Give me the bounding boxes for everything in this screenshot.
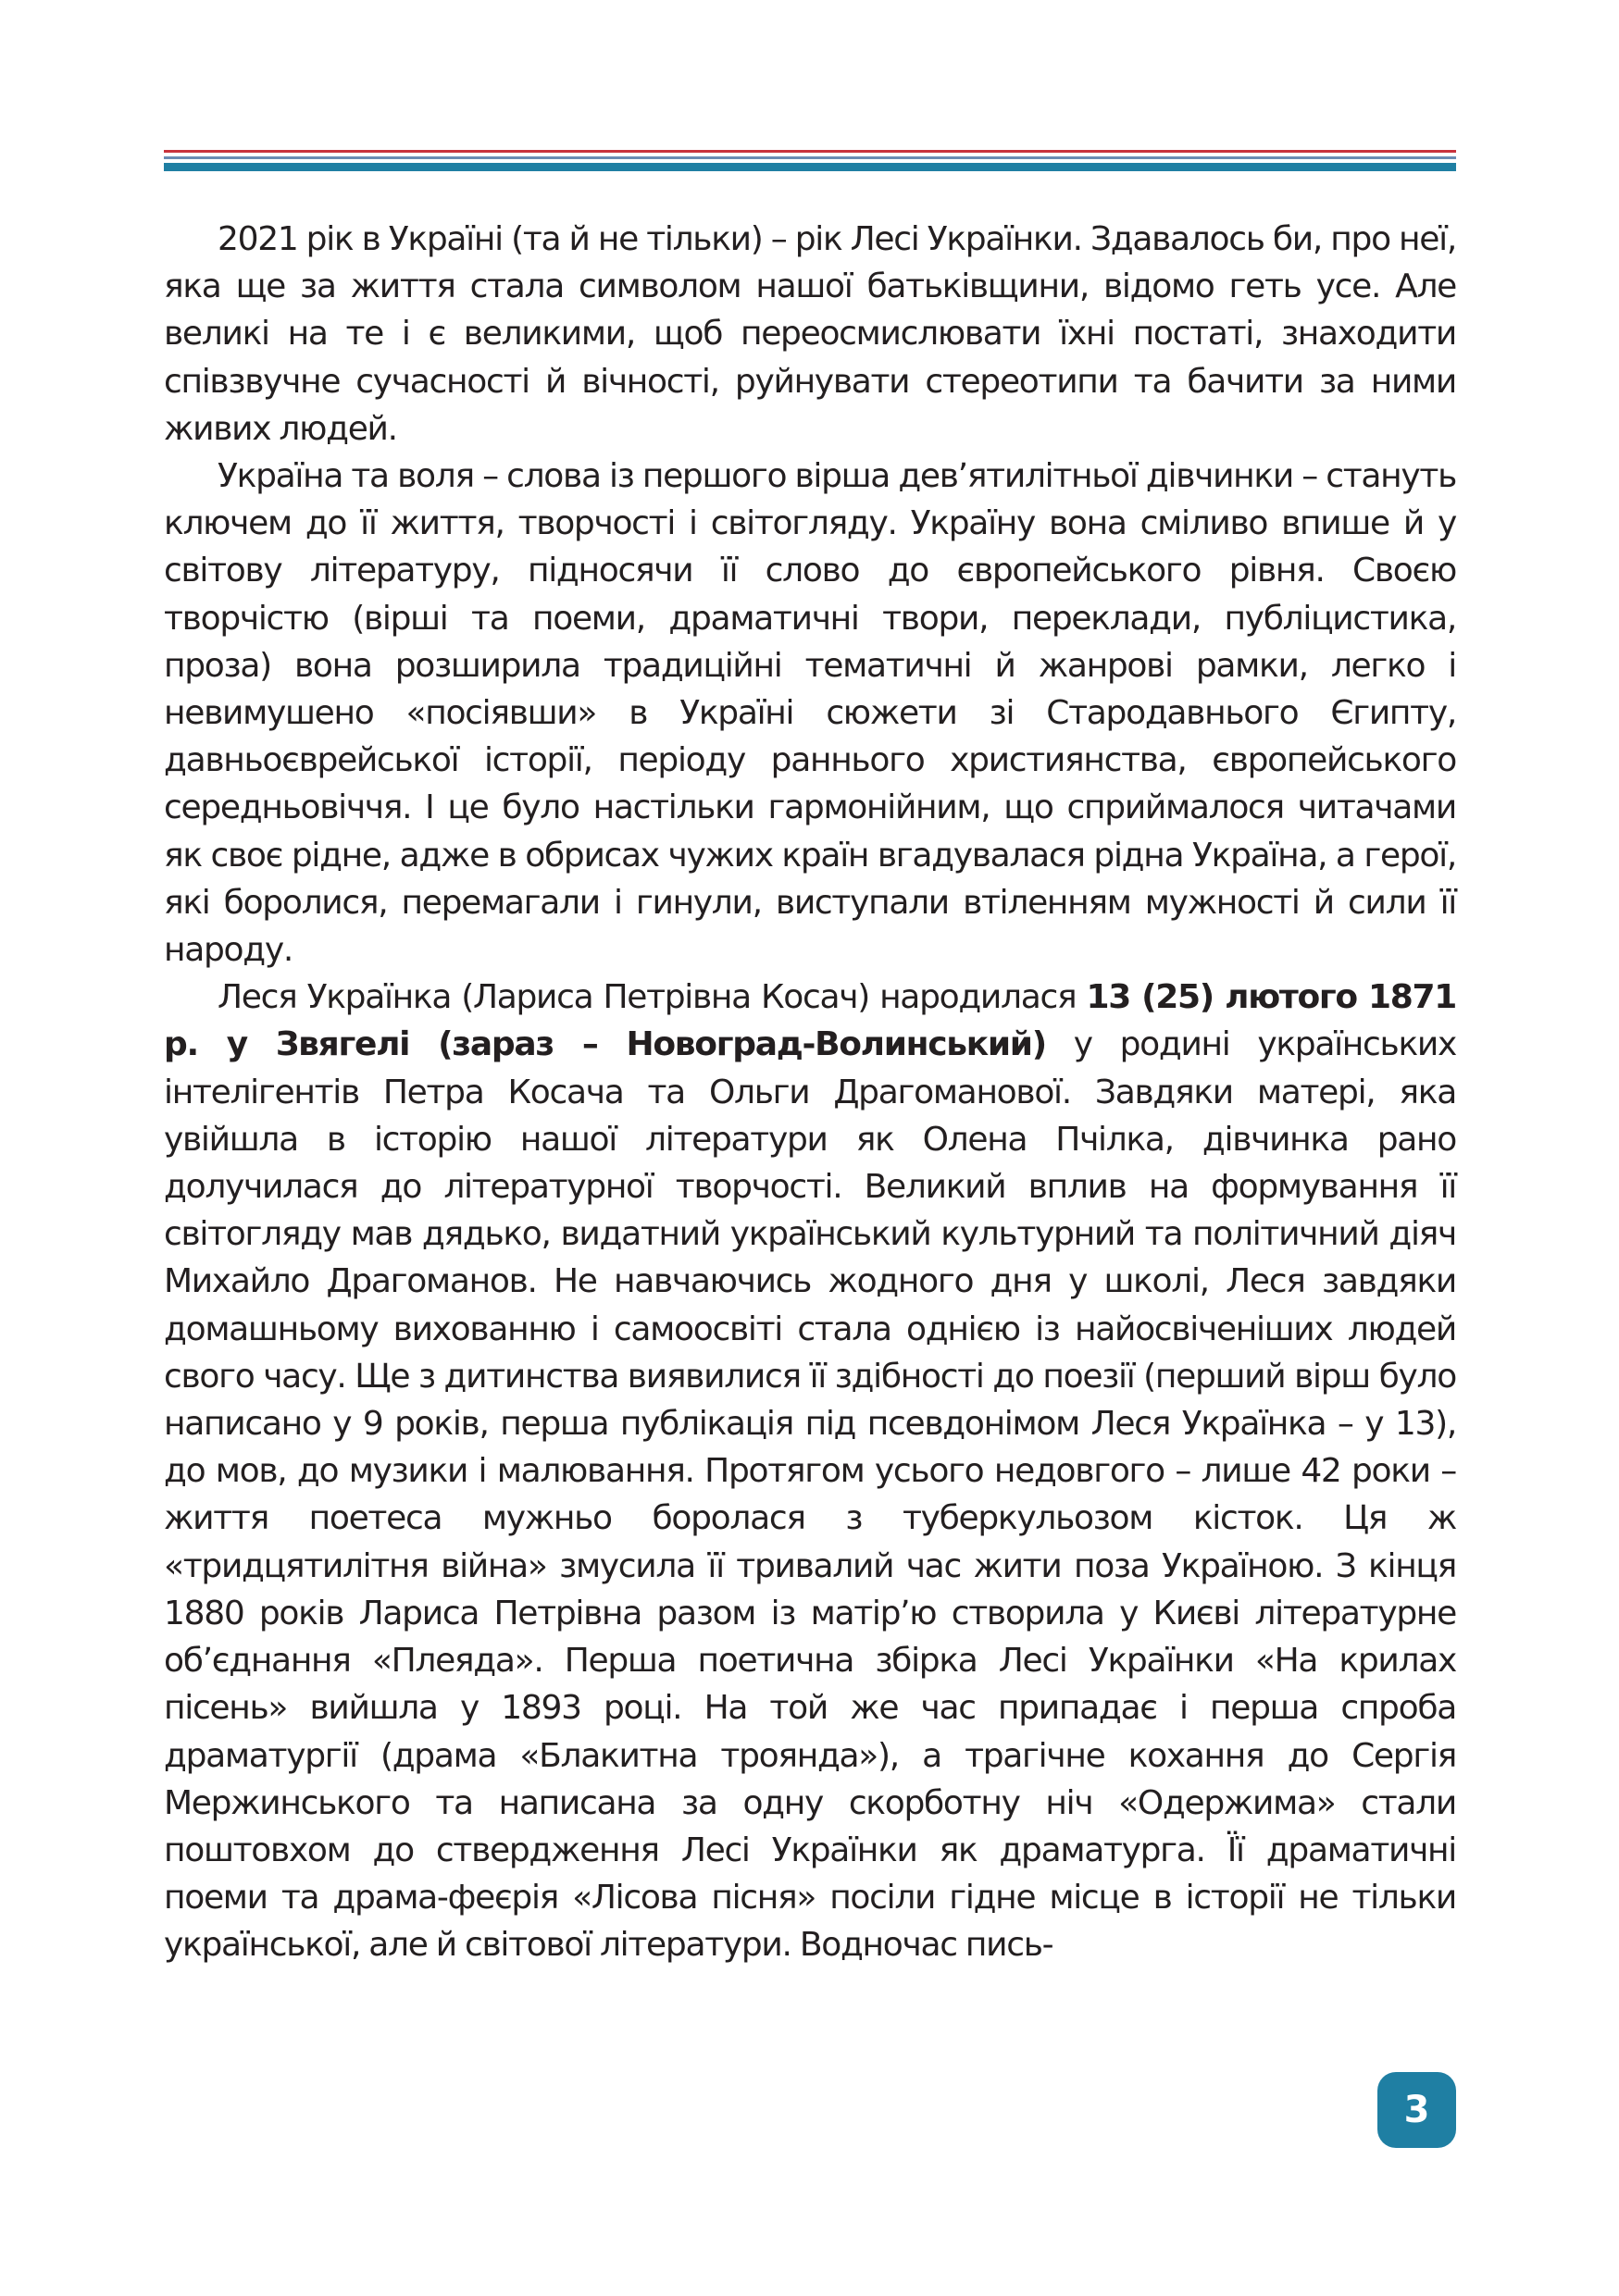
paragraph-text: Леся Українка (Лариса Петрівна Косач) народилася — [218, 978, 1087, 1017]
birth-date-highlight: 13 (25) лютого 1871 р. у Звягелі (зараз – Новоград-Волинський) — [164, 978, 1457, 1064]
paragraph-text: у родині українських інтелігентів Петра Косача та Ольги Драгоманової. Завдяки матері, яка увійшла в історію нашої літератури як Олена Пчілка, дівчинка рано долучилася до літературної творчості. Великий вплив на формування її світогляду мав дядько, видатний український культурний та політичний діяч Михайло Драгоманов. Не навчаючись жодного дня у школі, Леся завдяки домашньому вихованню і самоосвіті стала однією із найосвіченіших людей свого часу. Ще з дитинства виявилися її здібності до поезії (перший вірш було написано у 9 років, перша публікація під псевдонімом Леся Українка – у 13), до мов, до музики і малювання. Протягом усього недовгого – лише 42 роки – життя поетеса мужньо боролася з туберкульозом кісток. Ця ж «тридцятилітня війна» змусила її тривалий час жити поза Україною. З кінця 1880 років Лариса Петрівна разом із матір’ю створила у Києві літературне об’єднання «Плеяда». Перша поетична збірка Лесі Українки «На крилах пісень» вийшла у 1893 році. На той же час припадає і перша спроба драматургії (драма «Блакитна троянда»), а трагічне кохання до Сергія Мержинського та написана за одну скорботну ніч «Одержима» стали поштовхом до ствердження Лесі Українки як драматурга. Її драматичні поеми та драма-феєрія «Лісова пісня» посіли гідне місце в історії не тільки української, але й світової літератури. Водночас пись- — [164, 1025, 1456, 1965]
header-rule-light-blue — [164, 156, 1456, 159]
page-number: 3 — [1377, 2072, 1456, 2148]
body-text — [164, 216, 1456, 1969]
paragraph — [164, 216, 1456, 453]
paragraph — [164, 974, 1456, 1968]
header-rule-blue — [164, 163, 1456, 171]
paragraph-text: 2021 рік в Україні (та й не тільки) – рік Лесі Українки. Здавалось би, про неї, яка ще за життя стала символом нашої батьківщини, відомо геть усе. Але великі на те і є великими, щоб переосмислювати їхні постаті, знаходити співзвучне сучасності й вічності, руйнувати стереотипи та бачити за ними живих людей. — [164, 220, 1456, 448]
paragraph-text: Україна та воля – слова із першого вірша дев’ятилітньої дівчинки – стануть ключем до її життя, творчості і світогляду. Україну вона сміливо впише й у світову літературу, підносячи її слово до європейського рівня. Своєю творчістю (вірші та поеми, драматичні твори, переклади, публіцистика, проза) вона розширила традиційні тематичні й жанрові рамки, легко і невимушено «посіявши» в Україні сюжети зі Стародавнього Єгипту, давньоєврейської історії, періоду раннього християнства, європейського середньовіччя. І це було настільки гармонійним, що сприймалося читачами як своє рідне, адже в обрисах чужих країн вгадувалася рідна Україна, а герої, які боролися, перемагали і гинули, виступали втіленням мужності й сили її народу. — [164, 457, 1456, 970]
header-rule-red — [164, 150, 1456, 153]
paragraph — [164, 453, 1456, 974]
